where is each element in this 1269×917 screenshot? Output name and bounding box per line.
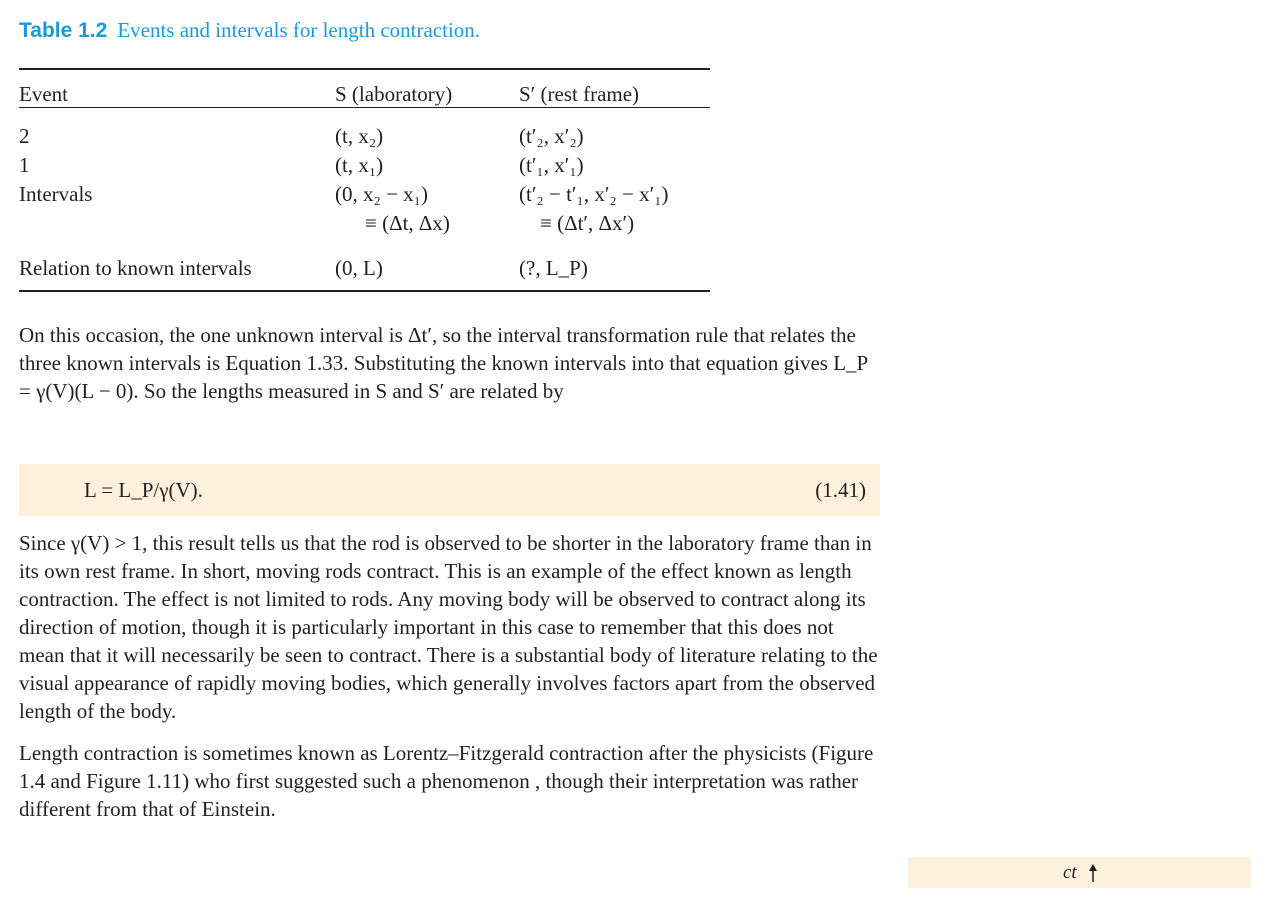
table-caption-text: Events and intervals for length contraction. (117, 18, 481, 42)
margin-figure-box (908, 857, 1251, 888)
equation-number: (1.41) (815, 478, 866, 502)
equation-box (19, 464, 880, 516)
table-cell-event: 1 (19, 153, 30, 177)
table-cell-s-prime: (t′₂, x′₂) (519, 124, 584, 148)
body-paragraph: Length contraction is sometimes known as Lorentz–Fitzgerald contraction after the physicists (Figure 1.4 and Figure 1.11) who first suggested such a phenomenon , though their interpretation was rather different from that of Einstein. (19, 741, 874, 821)
table-cell-s: ≡ (Δt, Δx) (365, 211, 450, 235)
table-cell-s-prime: (?, L_P) (519, 256, 588, 280)
table-cell-s: (0, x₂ − x₁) (335, 182, 428, 206)
table-header-s-prime: S′ (rest frame) (519, 82, 640, 106)
table-header-rule (19, 107, 710, 108)
table-bottom-rule (19, 290, 710, 292)
up-arrow-icon (1087, 863, 1099, 883)
table-cell-s-prime: (t′₂ − t′₁, x′₂ − x′₁) (519, 182, 669, 206)
table-header-s: S (laboratory) (335, 82, 453, 106)
body-paragraph: Since γ(V) > 1, this result tells us that the rod is observed to be shorter in the laboratory frame than in its own rest frame. In short, moving rods contract. This is an example of the effect known as length contraction. The effect is not limited to rods. Any moving body will be observed to contract along its direction of motion, though it is particularly important in this case to remember that this does not mean that it will necessarily be seen to contract. There is a substantial body of literature relating to the visual appearance of rapidly moving bodies, which generally involves factors apart from the observed length of the body. (19, 531, 878, 723)
table-cell-s-prime: ≡ (Δt′, Δx′) (540, 211, 635, 235)
table-cell-event: Relation to known intervals (19, 256, 252, 280)
table-caption-label: Table 1.2 (19, 19, 108, 42)
axis-label: ct (1063, 862, 1077, 883)
table-cell-s: (t, x₂) (335, 124, 384, 148)
table-header-event: Event (19, 82, 68, 106)
table-caption (19, 18, 480, 43)
table-cell-s-prime: (t′₁, x′₁) (519, 153, 584, 177)
table-cell-event: 2 (19, 124, 30, 148)
table-cell-event: Intervals (19, 182, 93, 206)
table-cell-s: (0, L) (335, 256, 383, 280)
table-cell-s: (t, x₁) (335, 153, 384, 177)
equation: L = L_P/γ(V). (84, 478, 203, 502)
table-top-rule (19, 68, 710, 70)
body-paragraph: On this occasion, the one unknown interval is Δt′, so the interval transformation rule that relates the three known intervals is Equation 1.33. Substituting the known intervals into that equation gives L_P = γ(V)(L − 0). So the lengths measured in S and S′ are related by (19, 323, 868, 403)
